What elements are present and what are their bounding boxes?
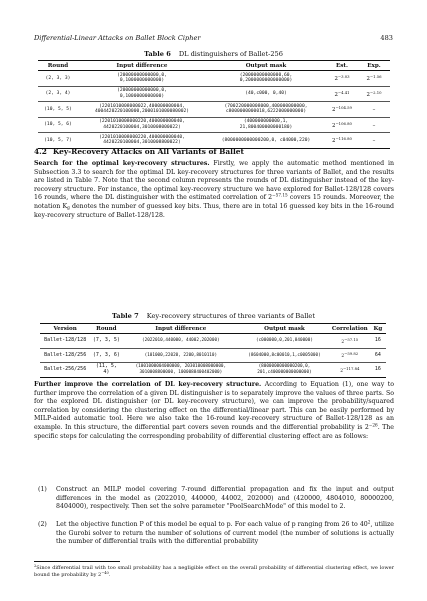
table7-cell-round: (11, 5, 4)	[90, 363, 122, 378]
table6-cell-output: (20000000000000,60, 0,2000000000000000)	[206, 71, 326, 87]
table7-cell-correlation-exponent: −117.84	[342, 365, 360, 371]
table-row	[38, 133, 390, 149]
table7-cell-round: (7, 3, 5)	[90, 334, 122, 349]
table6-cell-round: (10, 5, 6)	[38, 117, 78, 133]
table6-cell-exp	[358, 71, 390, 87]
table7-cell-correlation-exponent: −57.15	[344, 336, 359, 342]
table6-cell-est	[326, 117, 358, 133]
footnote-exponent: −40	[101, 570, 109, 575]
section-heading	[34, 147, 244, 156]
table7-cell-round: (7, 3, 6)	[90, 348, 122, 363]
para1-text-a: Firstly, we apply the automatic method mentioned in Subsection 3.3 to search for the optimal DL key-recovery structures for three variants of Ballet, and the results are listed in Table 7. Note that the second column represents the rounds of DL distinguisher instead of the key-recovery structure. For instance, the optimal key-recovery structure we have explored for Ballet-128/128 covers 16 rounds, where the DL distinguisher with the estimated correlation of 2	[34, 160, 395, 202]
table7-cell-version: Ballet-128/256	[40, 348, 90, 363]
table7-col-output: Output mask	[239, 324, 330, 334]
table6-cell-exp	[358, 86, 390, 102]
table6-cell-output: (40,c000, 0,40)	[206, 86, 326, 102]
table7-col-kg: Kg	[370, 324, 386, 334]
list-item-1	[34, 486, 394, 512]
table6-cell-input: (20000000000000,0, 0,1000000000000)	[78, 86, 206, 102]
table6-cell-est-base: 2	[332, 107, 336, 114]
table6-cell-est-base: 2	[332, 138, 336, 145]
table6-cell-input: (2201010008000022,400000000004, 4004420220100000,2000101000080002)	[78, 102, 206, 118]
paragraph-key-recovery	[34, 160, 394, 220]
table7-cell-output: (c000000,0,201,840000)	[239, 334, 330, 349]
table-row	[40, 348, 386, 363]
footnote	[34, 565, 394, 578]
para1-text-b: covers 15 rounds. Moreover, the notation K	[34, 194, 394, 210]
table6-cell-round: (2, 3, 4)	[38, 86, 78, 102]
table7-col-correlation: Correlation	[330, 324, 370, 334]
table7-col-input: Input difference	[122, 324, 239, 334]
table6-cell-round: (2, 3, 3)	[38, 71, 78, 87]
section-title: Key-Recovery Attacks on All Variants of Ballet	[52, 147, 244, 156]
table6-cell-input: (2201010008000220,400000000040, 4420220100004,3010008000022)	[78, 117, 206, 133]
item2-text-a: Let the objective function P of this model be equal to p. For each value of p ranging from 26 to 40	[56, 521, 368, 528]
table6-caption	[0, 50, 427, 58]
table6-cell-output: (8000000000000200,0, c04000,220)	[206, 133, 326, 149]
para2-lead: Further improve the correlation of DL key-recovery structure.	[34, 381, 262, 388]
table6	[38, 60, 390, 149]
footnote-mark: 2	[34, 564, 37, 568]
table6-cell-est-exponent: −4.41	[337, 89, 350, 95]
table7-label: Table 7	[112, 312, 139, 320]
table7-cell-input: (101000,22020, 2200,8010110)	[122, 348, 239, 363]
table6-cell-exp-text: –	[372, 138, 376, 145]
table7-title: Key-recovery structures of three variants of Ballet	[146, 312, 315, 320]
table6-cell-exp-exponent: −2.10	[369, 89, 382, 95]
table7-cell-correlation-base: 2	[340, 368, 343, 374]
table6-cell-exp	[358, 102, 390, 118]
table6-col-round: Round	[38, 61, 78, 71]
table7-cell-correlation	[330, 363, 370, 378]
table6-cell-est	[326, 133, 358, 149]
table7-cell-correlation-base: 2	[341, 339, 345, 345]
table7-col-round: Round	[90, 324, 122, 334]
table-row	[38, 86, 390, 102]
table6-cell-exp-text: –	[372, 122, 376, 129]
table7-caption	[0, 312, 427, 320]
table7-cell-kg: 64	[370, 348, 386, 363]
table6-cell-output: (700220000008000,400000000000, c8000000000018,6222000000000)	[206, 102, 326, 118]
table6-header-row	[38, 61, 390, 71]
para2-text-a: According to Equation (1), one way to further improve the correlation of a given DL distinguisher is to separately improve the values of three parts. So for the explored DL distinguisher (or DL key-recovery structure), we can improve the probability/squared correlation by considering the clustering effect on the differential/linear part. This can be easily performed by MILP-aided automatic tool. Here we also take the 16-round key-recovery structure of Ballet-128/128 as an example. In this structure, the differential part covers seven rounds and the differential probability is 2	[34, 381, 394, 431]
table6-title: DL distinguishers of Ballet-256	[178, 50, 283, 58]
para1-text-c: denotes the number of guessed key bits. Thus, there are in total 16 guessed key bits in the 16-round key-recovery structure of Ballet-128/128.	[34, 202, 394, 219]
table6-cell-exp	[358, 133, 390, 149]
footnote-rule	[34, 561, 120, 562]
table6-col-exp: Exp.	[358, 61, 390, 71]
list-item-1-text: Construct an MILP model covering 7-round differential propagation and fix the input and output differences in the model as (2022010, 440000, 44002, 202000) and (420000, 4804010, 80000200, 8404000), respectively. Then set the solve parameter "PoolSearchMode" of this model to 2.	[56, 486, 394, 511]
table7-cell-correlation-exponent: −59.82	[344, 351, 359, 357]
para1-lead: Search for the optimal key-recovery structures.	[34, 160, 210, 167]
list-item-2-number: (2)	[38, 521, 47, 528]
para1-exponent: −57.15	[272, 192, 288, 198]
table7-cell-correlation	[330, 334, 370, 349]
table6-cell-est-exponent: −116.80	[335, 136, 352, 142]
footnote-text-b: .	[108, 571, 111, 578]
table7-cell-kg: 16	[370, 363, 386, 378]
table6-cell-est	[326, 102, 358, 118]
table6-cell-exp-exponent: −1.56	[369, 74, 382, 80]
page-number: 483	[380, 34, 393, 42]
para2-text-b: . The specific steps for calculating the corresponding probability of differential clustering effect are as follows:	[34, 423, 394, 440]
table6-cell-est	[326, 71, 358, 87]
table7-cell-version: Ballet-128/128	[40, 334, 90, 349]
running-title: Differential-Linear Attacks on Ballet Block Cipher	[34, 34, 201, 42]
table6-cell-exp-text: –	[372, 107, 376, 114]
table-row	[40, 363, 386, 378]
footnote-text-a: Since differential trail with too small probability has a negligible effect on the overall probability of differential clustering effect, we lower bound the probability by 2	[34, 565, 394, 578]
para1-subscript: g	[67, 204, 70, 210]
para2-exponent: −26	[368, 422, 378, 428]
table6-cell-exp-base: 2	[366, 76, 370, 83]
paragraph-correlation	[34, 381, 394, 441]
table7-cell-output: (8000000000000200,0, 201,c400000000000000)	[239, 363, 330, 378]
table-row	[38, 71, 390, 87]
table7	[40, 323, 386, 378]
table7-cell-correlation-base: 2	[341, 354, 345, 360]
table6-cell-est	[326, 86, 358, 102]
table7-cell-correlation	[330, 348, 370, 363]
table6-cell-input: (20000000000000,0, 0,1000000000000)	[78, 71, 206, 87]
item2-text-b: , utilize the Gurobi solver to return the number of solutions of current model (the number of solutions is actually the number of differential trails with the differential probability	[56, 521, 395, 546]
table7-cell-kg: 16	[370, 334, 386, 349]
table6-cell-input: (2201010008000220,400000000040, 4420220100004,3010008800022)	[78, 133, 206, 149]
table7-col-version: Version	[40, 324, 90, 334]
table6-label: Table 6	[144, 50, 171, 58]
table6-cell-est-exponent: −106.80	[335, 120, 352, 126]
table6-cell-est-base: 2	[332, 122, 336, 129]
table-row	[38, 102, 390, 118]
list-item-1-number: (1)	[38, 486, 47, 493]
table6-cell-round: (10, 5, 7)	[38, 133, 78, 149]
list-item-2-text	[56, 521, 394, 547]
table6-cell-exp-base: 2	[366, 91, 370, 98]
table6-cell-est-exponent: −3.03	[337, 74, 350, 80]
table6-cell-output: (400000000000,1, 21,800400000000180)	[206, 117, 326, 133]
running-head	[34, 34, 393, 44]
table6-cell-est-base: 2	[334, 91, 338, 98]
table6-cell-round: (10, 5, 5)	[38, 102, 78, 118]
table6-col-output: Output mask	[206, 61, 326, 71]
table7-cell-input: (1001000004000000, 203010008000000, 3010008800000, 1000088400402000)	[122, 363, 239, 378]
table6-cell-est-exponent: −104.59	[335, 105, 352, 111]
table-row	[38, 117, 390, 133]
table6-cell-est-base: 2	[334, 76, 338, 83]
table7-cell-input: (2022010,440000, 44002,202000)	[122, 334, 239, 349]
table6-col-est: Est.	[326, 61, 358, 71]
table6-col-input: Input difference	[78, 61, 206, 71]
table7-cell-output: (8604000,8c00010,1,c0005000)	[239, 348, 330, 363]
list-item-2	[34, 521, 394, 547]
table7-header-row	[40, 324, 386, 334]
table7-cell-version: Ballet-256/256	[40, 363, 90, 378]
section-number: 4.2	[34, 147, 47, 156]
table6-cell-exp	[358, 117, 390, 133]
footnote-ref: 2	[367, 519, 371, 525]
table-row	[40, 334, 386, 349]
